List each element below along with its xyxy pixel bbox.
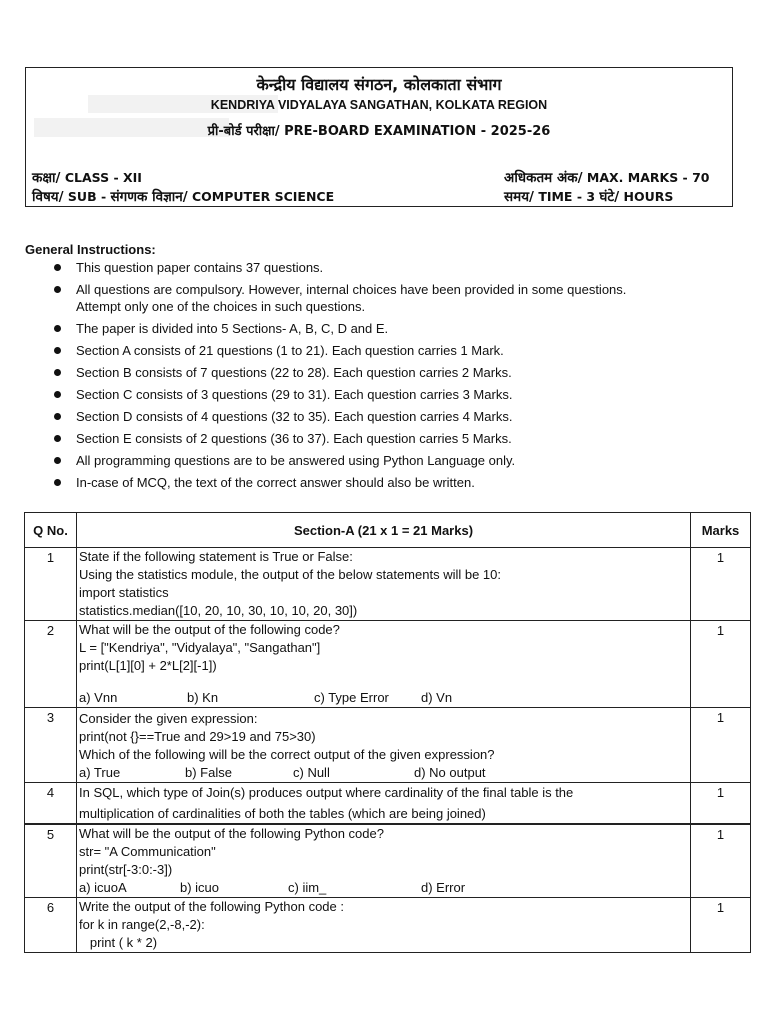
- bullet-icon: [54, 264, 61, 271]
- question-marks: 1: [691, 898, 751, 953]
- subject-label: विषय/ SUB - संगणक विज्ञान/ COMPUTER SCIENCE: [32, 189, 335, 205]
- question-marks: 1: [691, 621, 751, 708]
- option-c: c) iim_: [288, 880, 327, 895]
- question-number: 2: [25, 621, 77, 708]
- answer-options: [79, 764, 690, 782]
- answer-options: [79, 879, 690, 897]
- instruction-item: In-case of MCQ, the text of the correct answer should also be written.: [54, 474, 674, 491]
- question-marks: 1: [691, 783, 751, 825]
- col-header-qno: Q No.: [25, 513, 77, 548]
- option-b: b) False: [185, 765, 232, 780]
- bullet-icon: [54, 413, 61, 420]
- col-header-marks: Marks: [691, 513, 751, 548]
- exam-title-hindi: प्री-बोर्ड परीक्षा/: [207, 124, 280, 139]
- class-label: कक्षा/ CLASS - XII: [32, 170, 142, 186]
- option-a: a) Vnn: [79, 690, 118, 705]
- bullet-icon: [54, 391, 61, 398]
- option-d: d) No output: [414, 765, 486, 780]
- bullet-icon: [54, 435, 61, 442]
- question-marks: 1: [691, 548, 751, 621]
- question-number: 4: [25, 783, 77, 825]
- bullet-icon: [54, 479, 61, 486]
- option-b: b) icuo: [180, 880, 220, 895]
- option-a: a) True: [79, 765, 121, 780]
- question-marks: 1: [691, 824, 751, 898]
- exam-title: [26, 121, 732, 139]
- option-a: a) icuoA: [79, 880, 127, 895]
- question-marks: 1: [691, 708, 751, 783]
- table-row: [25, 824, 751, 898]
- col-header-section: Section-A (21 x 1 = 21 Marks): [77, 513, 691, 548]
- question-text: Write the output of the following Python code : for k in range(2,-8,-2): print ( k * 2): [77, 898, 691, 953]
- instruction-item: Section A consists of 21 questions (1 to 21). Each question carries 1 Mark.: [54, 342, 674, 359]
- option-d: d) Vn: [421, 690, 453, 705]
- table-header-row: [25, 513, 751, 548]
- option-b: b) Kn: [187, 690, 219, 705]
- option-c: c) Type Error: [314, 690, 389, 705]
- exam-header: [25, 67, 733, 207]
- instruction-item: Section B consists of 7 questions (22 to 28). Each question carries 2 Marks.: [54, 364, 674, 381]
- table-row: [25, 783, 751, 825]
- bullet-icon: [54, 369, 61, 376]
- option-c: c) Null: [293, 765, 330, 780]
- option-d: d) Error: [421, 880, 466, 895]
- answer-options: [79, 689, 690, 707]
- instruction-item: All programming questions are to be answered using Python Language only.: [54, 452, 674, 469]
- table-row: [25, 548, 751, 621]
- exam-title-english: PRE-BOARD EXAMINATION - 2025-26: [279, 124, 551, 139]
- max-marks-label: अधिकतम अंक/ MAX. MARKS - 70: [504, 170, 710, 186]
- question-text: What will be the output of the following code? L = ["Kendriya", "Vidyalaya", "Sangathan"] print(L[1][0] + 2*L[2][-1]) a) Vnn b) Kn c) Type Error d) Vn: [77, 621, 691, 708]
- question-text: State if the following statement is True or False: Using the statistics module, the output of the below statements will be 10: import statistics statistics.median([10, 20, 10, 30, 10, 10, 20, 30]): [77, 548, 691, 621]
- question-number: 3: [25, 708, 77, 783]
- bullet-icon: [54, 286, 61, 293]
- bullet-icon: [54, 325, 61, 332]
- table-row: [25, 621, 751, 708]
- instruction-item: Section C consists of 3 questions (29 to 31). Each question carries 3 Marks.: [54, 386, 674, 403]
- org-title: KENDRIYA VIDYALAYA SANGATHAN, KOLKATA REGION: [210, 98, 548, 112]
- question-number: 5: [25, 824, 77, 898]
- instruction-item: All questions are compulsory. However, internal choices have been provided in some questions. Attempt only one of the choices in such questions.: [54, 281, 674, 315]
- instructions-title: General Instructions:: [25, 242, 156, 257]
- bullet-icon: [54, 347, 61, 354]
- instruction-item: The paper is divided into 5 Sections- A, B, C, D and E.: [54, 320, 674, 337]
- instruction-item: Section E consists of 2 questions (36 to 37). Each question carries 5 Marks.: [54, 430, 674, 447]
- time-label: समय/ TIME - 3 घंटे/ HOURS: [504, 189, 674, 205]
- question-number: 1: [25, 548, 77, 621]
- instruction-item: Section D consists of 4 questions (32 to 35). Each question carries 4 Marks.: [54, 408, 674, 425]
- bullet-icon: [54, 457, 61, 464]
- question-text: In SQL, which type of Join(s) produces output where cardinality of the final table is the multiplication of cardinalities of both the tables (which are being joined): [77, 783, 691, 825]
- org-hindi-title: केन्द्रीय विद्यालय संगठन, कोलकाता संभाग: [256, 75, 502, 94]
- instructions-list: [54, 259, 674, 496]
- question-number: 6: [25, 898, 77, 953]
- instruction-item: This question paper contains 37 questions.: [54, 259, 674, 276]
- table-row: [25, 898, 751, 953]
- question-table: [24, 512, 751, 953]
- question-text: What will be the output of the following Python code? str= "A Communication" print(str[-3:0:-3]) a) icuoA b) icuo c) iim_ d) Error: [77, 824, 691, 898]
- question-text: Consider the given expression: print(not {}==True and 29>19 and 75>30) Which of the following will be the correct output of the given expression? a) True b) False c) Null d) No output: [77, 708, 691, 783]
- table-row: [25, 708, 751, 783]
